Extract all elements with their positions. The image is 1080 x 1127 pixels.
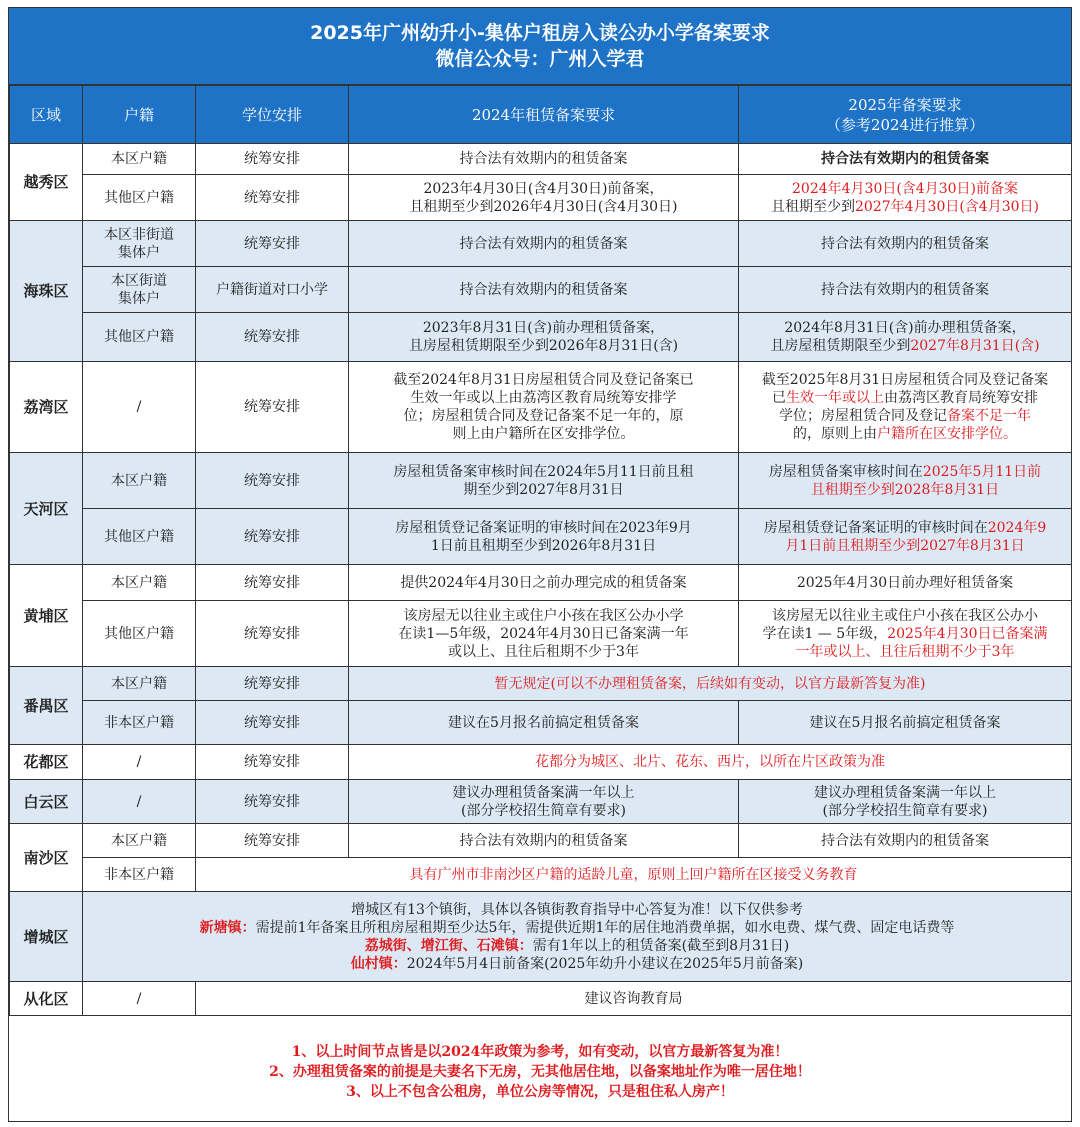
- title-line-2: 微信公众号：广州入学君: [435, 48, 645, 70]
- table-row: [10, 565, 1072, 601]
- req2024-cell: 该房屋无以往业主或住户小孩在我区公办小学 在读1—5年级，2024年4月30日已备案满一年 或以上、且往后租期不少于3年: [349, 601, 739, 667]
- arrangement-cell: 统筹安排: [196, 313, 349, 362]
- page-title: [9, 8, 1071, 85]
- header-req2024: 2024年租赁备案要求: [349, 86, 739, 144]
- req2024-cell: 建议在5月报名前搞定租赁备案: [349, 701, 739, 745]
- footnote-1: 1、以上时间节点皆是以2024年政策为参考，如有变动，以官方最新答复为准！: [291, 1044, 789, 1060]
- hukou-cell: 本区户籍: [83, 824, 196, 858]
- table-row: [10, 362, 1072, 453]
- hukou-cell: 本区户籍: [83, 565, 196, 601]
- requirement-cell: 建议咨询教育局: [196, 982, 1072, 1016]
- req2025-cell: 建议办理租赁备案满一年以上 (部分学校招生简章有要求): [739, 780, 1072, 824]
- hukou-cell: 本区户籍: [83, 667, 196, 701]
- region-cell: 番禺区: [10, 667, 83, 745]
- header-arrangement: 学位安排: [196, 86, 349, 144]
- req2024-cell: 持合法有效期内的租赁备案: [349, 824, 739, 858]
- policy-table: [9, 85, 1072, 1016]
- region-cell: 从化区: [10, 982, 83, 1016]
- table-header-row: [10, 86, 1072, 144]
- req2025-cell: 2025年4月30日前办理好租赁备案: [739, 565, 1072, 601]
- hukou-cell: /: [83, 362, 196, 453]
- hukou-cell: 非本区户籍: [83, 858, 196, 892]
- arrangement-cell: 户籍街道对口小学: [196, 267, 349, 313]
- table-row: [10, 313, 1072, 362]
- req2024-cell: 持合法有效期内的租赁备案: [349, 221, 739, 267]
- header-req2025: 2025年备案要求 （参考2024进行推算）: [739, 86, 1072, 144]
- hukou-cell: /: [83, 982, 196, 1016]
- region-cell: 越秀区: [10, 144, 83, 221]
- req2025-cell: 该房屋无以往业主或住户小孩在我区公办小 学在读1 — 5年级，2025年4月30日已备案满 一年或以上、且往后租期不少于3年: [739, 601, 1072, 667]
- req2024-cell: 2023年4月30日(含4月30日)前备案， 且租期至少到2026年4月30日(含4月30日): [349, 175, 739, 221]
- arrangement-cell: 统筹安排: [196, 362, 349, 453]
- table-row: [10, 453, 1072, 509]
- arrangement-cell: 统筹安排: [196, 601, 349, 667]
- req2025-cell: 持合法有效期内的租赁备案: [739, 221, 1072, 267]
- requirement-cell: 增城区有13个镇街，具体以各镇街教育指导中心答复为准！以下仅供参考 新塘镇：需提前1年备案且所租房屋租期至少达5年，需提供近期1年的居住地消费单据，如水电费、煤气费、固定电话费等 荔城街、增江街、石滩镇：需有1年以上的租赁备案(截至到8月31日) 仙村镇：2024年5月4日前备案(2025年幼升小建议在2025年5月前备案): [83, 892, 1072, 982]
- req2025-cell: 持合法有效期内的租赁备案: [739, 824, 1072, 858]
- arrangement-cell: 统筹安排: [196, 453, 349, 509]
- table-row: [10, 892, 1072, 982]
- table-row: [10, 858, 1072, 892]
- hukou-cell: 其他区户籍: [83, 175, 196, 221]
- req2024-cell: 2023年8月31日(含)前办理租赁备案， 且房屋租赁期限至少到2026年8月31日(含): [349, 313, 739, 362]
- req2024-cell: 持合法有效期内的租赁备案: [349, 267, 739, 313]
- footnote-3: 3、以上不包含公租房，单位公房等情况，只是租住私人房产！: [346, 1084, 734, 1100]
- arrangement-cell: 统筹安排: [196, 667, 349, 701]
- arrangement-cell: 统筹安排: [196, 221, 349, 267]
- req2025-cell: 2024年4月30日(含4月30日)前备案 且租期至少到2027年4月30日(含4月30日): [739, 175, 1072, 221]
- table-row: [10, 509, 1072, 565]
- table-row: [10, 745, 1072, 780]
- req2025-cell: 持合法有效期内的租赁备案: [739, 267, 1072, 313]
- region-cell: 花都区: [10, 745, 83, 780]
- arrangement-cell: 统筹安排: [196, 701, 349, 745]
- region-cell: 荔湾区: [10, 362, 83, 453]
- table-row: [10, 175, 1072, 221]
- arrangement-cell: 统筹安排: [196, 175, 349, 221]
- req2025-cell: 持合法有效期内的租赁备案: [739, 144, 1072, 175]
- table-row: [10, 982, 1072, 1016]
- hukou-cell: 本区非街道 集体户: [83, 221, 196, 267]
- req2025-cell: 2024年8月31日(含)前办理租赁备案， 且房屋租赁期限至少到2027年8月31日(含): [739, 313, 1072, 362]
- hukou-cell: 本区户籍: [83, 453, 196, 509]
- arrangement-cell: 统筹安排: [196, 565, 349, 601]
- header-hukou: 户籍: [83, 86, 196, 144]
- region-cell: 海珠区: [10, 221, 83, 362]
- hukou-cell: 其他区户籍: [83, 313, 196, 362]
- req2024-cell: 提供2024年4月30日之前办理完成的租赁备案: [349, 565, 739, 601]
- arrangement-cell: 统筹安排: [196, 745, 349, 780]
- region-cell: 黄埔区: [10, 565, 83, 667]
- req2025-cell: 房屋租赁备案审核时间在2025年5月11日前 且租期至少到2028年8月31日: [739, 453, 1072, 509]
- table-row: [10, 267, 1072, 313]
- footnotes: [9, 1016, 1071, 1114]
- hukou-cell: 非本区户籍: [83, 701, 196, 745]
- req2024-cell: 截至2024年8月31日房屋租赁合同及登记备案已 生效一年或以上由荔湾区教育局统筹安排学 位；房屋租赁合同及登记备案不足一年的，原 则上由户籍所在区安排学位。: [349, 362, 739, 453]
- table-row: [10, 824, 1072, 858]
- requirement-cell: 具有广州市非南沙区户籍的适龄儿童，原则上回户籍所在区接受义务教育: [196, 858, 1072, 892]
- req2025-cell: 房屋租赁登记备案证明的审核时间在2024年9 月1日前且租期至少到2027年8月31日: [739, 509, 1072, 565]
- table-row: [10, 221, 1072, 267]
- hukou-cell: 其他区户籍: [83, 509, 196, 565]
- arrangement-cell: 统筹安排: [196, 824, 349, 858]
- hukou-cell: 其他区户籍: [83, 601, 196, 667]
- req2025-cell: 建议在5月报名前搞定租赁备案: [739, 701, 1072, 745]
- hukou-cell: /: [83, 745, 196, 780]
- arrangement-cell: 统筹安排: [196, 509, 349, 565]
- req2024-cell: 持合法有效期内的租赁备案: [349, 144, 739, 175]
- hukou-cell: /: [83, 780, 196, 824]
- table-row: [10, 144, 1072, 175]
- region-cell: 南沙区: [10, 824, 83, 892]
- table-row: [10, 701, 1072, 745]
- arrangement-cell: 统筹安排: [196, 780, 349, 824]
- hukou-cell: 本区户籍: [83, 144, 196, 175]
- table-row: [10, 667, 1072, 701]
- arrangement-cell: 统筹安排: [196, 144, 349, 175]
- table-row: [10, 780, 1072, 824]
- req2024-cell: 房屋租赁登记备案证明的审核时间在2023年9月 1日前且租期至少到2026年8月31日: [349, 509, 739, 565]
- policy-table-card: [8, 7, 1072, 1122]
- title-line-1: 2025年广州幼升小-集体户租房入读公办小学备案要求: [310, 22, 770, 44]
- region-cell: 白云区: [10, 780, 83, 824]
- hukou-cell: 本区街道 集体户: [83, 267, 196, 313]
- table-row: [10, 601, 1072, 667]
- req2025-cell: 截至2025年8月31日房屋租赁合同及登记备案 已生效一年或以上由荔湾区教育局统筹安排 学位；房屋租赁合同及登记备案不足一年 的，原则上由户籍所在区安排学位。: [739, 362, 1072, 453]
- region-cell: 天河区: [10, 453, 83, 565]
- footnote-2: 2、办理租赁备案的前提是夫妻名下无房，无其他居住地，以备案地址作为唯一居住地！: [269, 1064, 811, 1080]
- req2024-cell: 建议办理租赁备案满一年以上 (部分学校招生简章有要求): [349, 780, 739, 824]
- requirement-cell: 暂无规定(可以不办理租赁备案，后续如有变动，以官方最新答复为准): [349, 667, 1072, 701]
- requirement-cell: 花都分为城区、北片、花东、西片，以所在片区政策为准: [349, 745, 1072, 780]
- header-region: 区域: [10, 86, 83, 144]
- req2024-cell: 房屋租赁备案审核时间在2024年5月11日前且租 期至少到2027年8月31日: [349, 453, 739, 509]
- region-cell: 增城区: [10, 892, 83, 982]
